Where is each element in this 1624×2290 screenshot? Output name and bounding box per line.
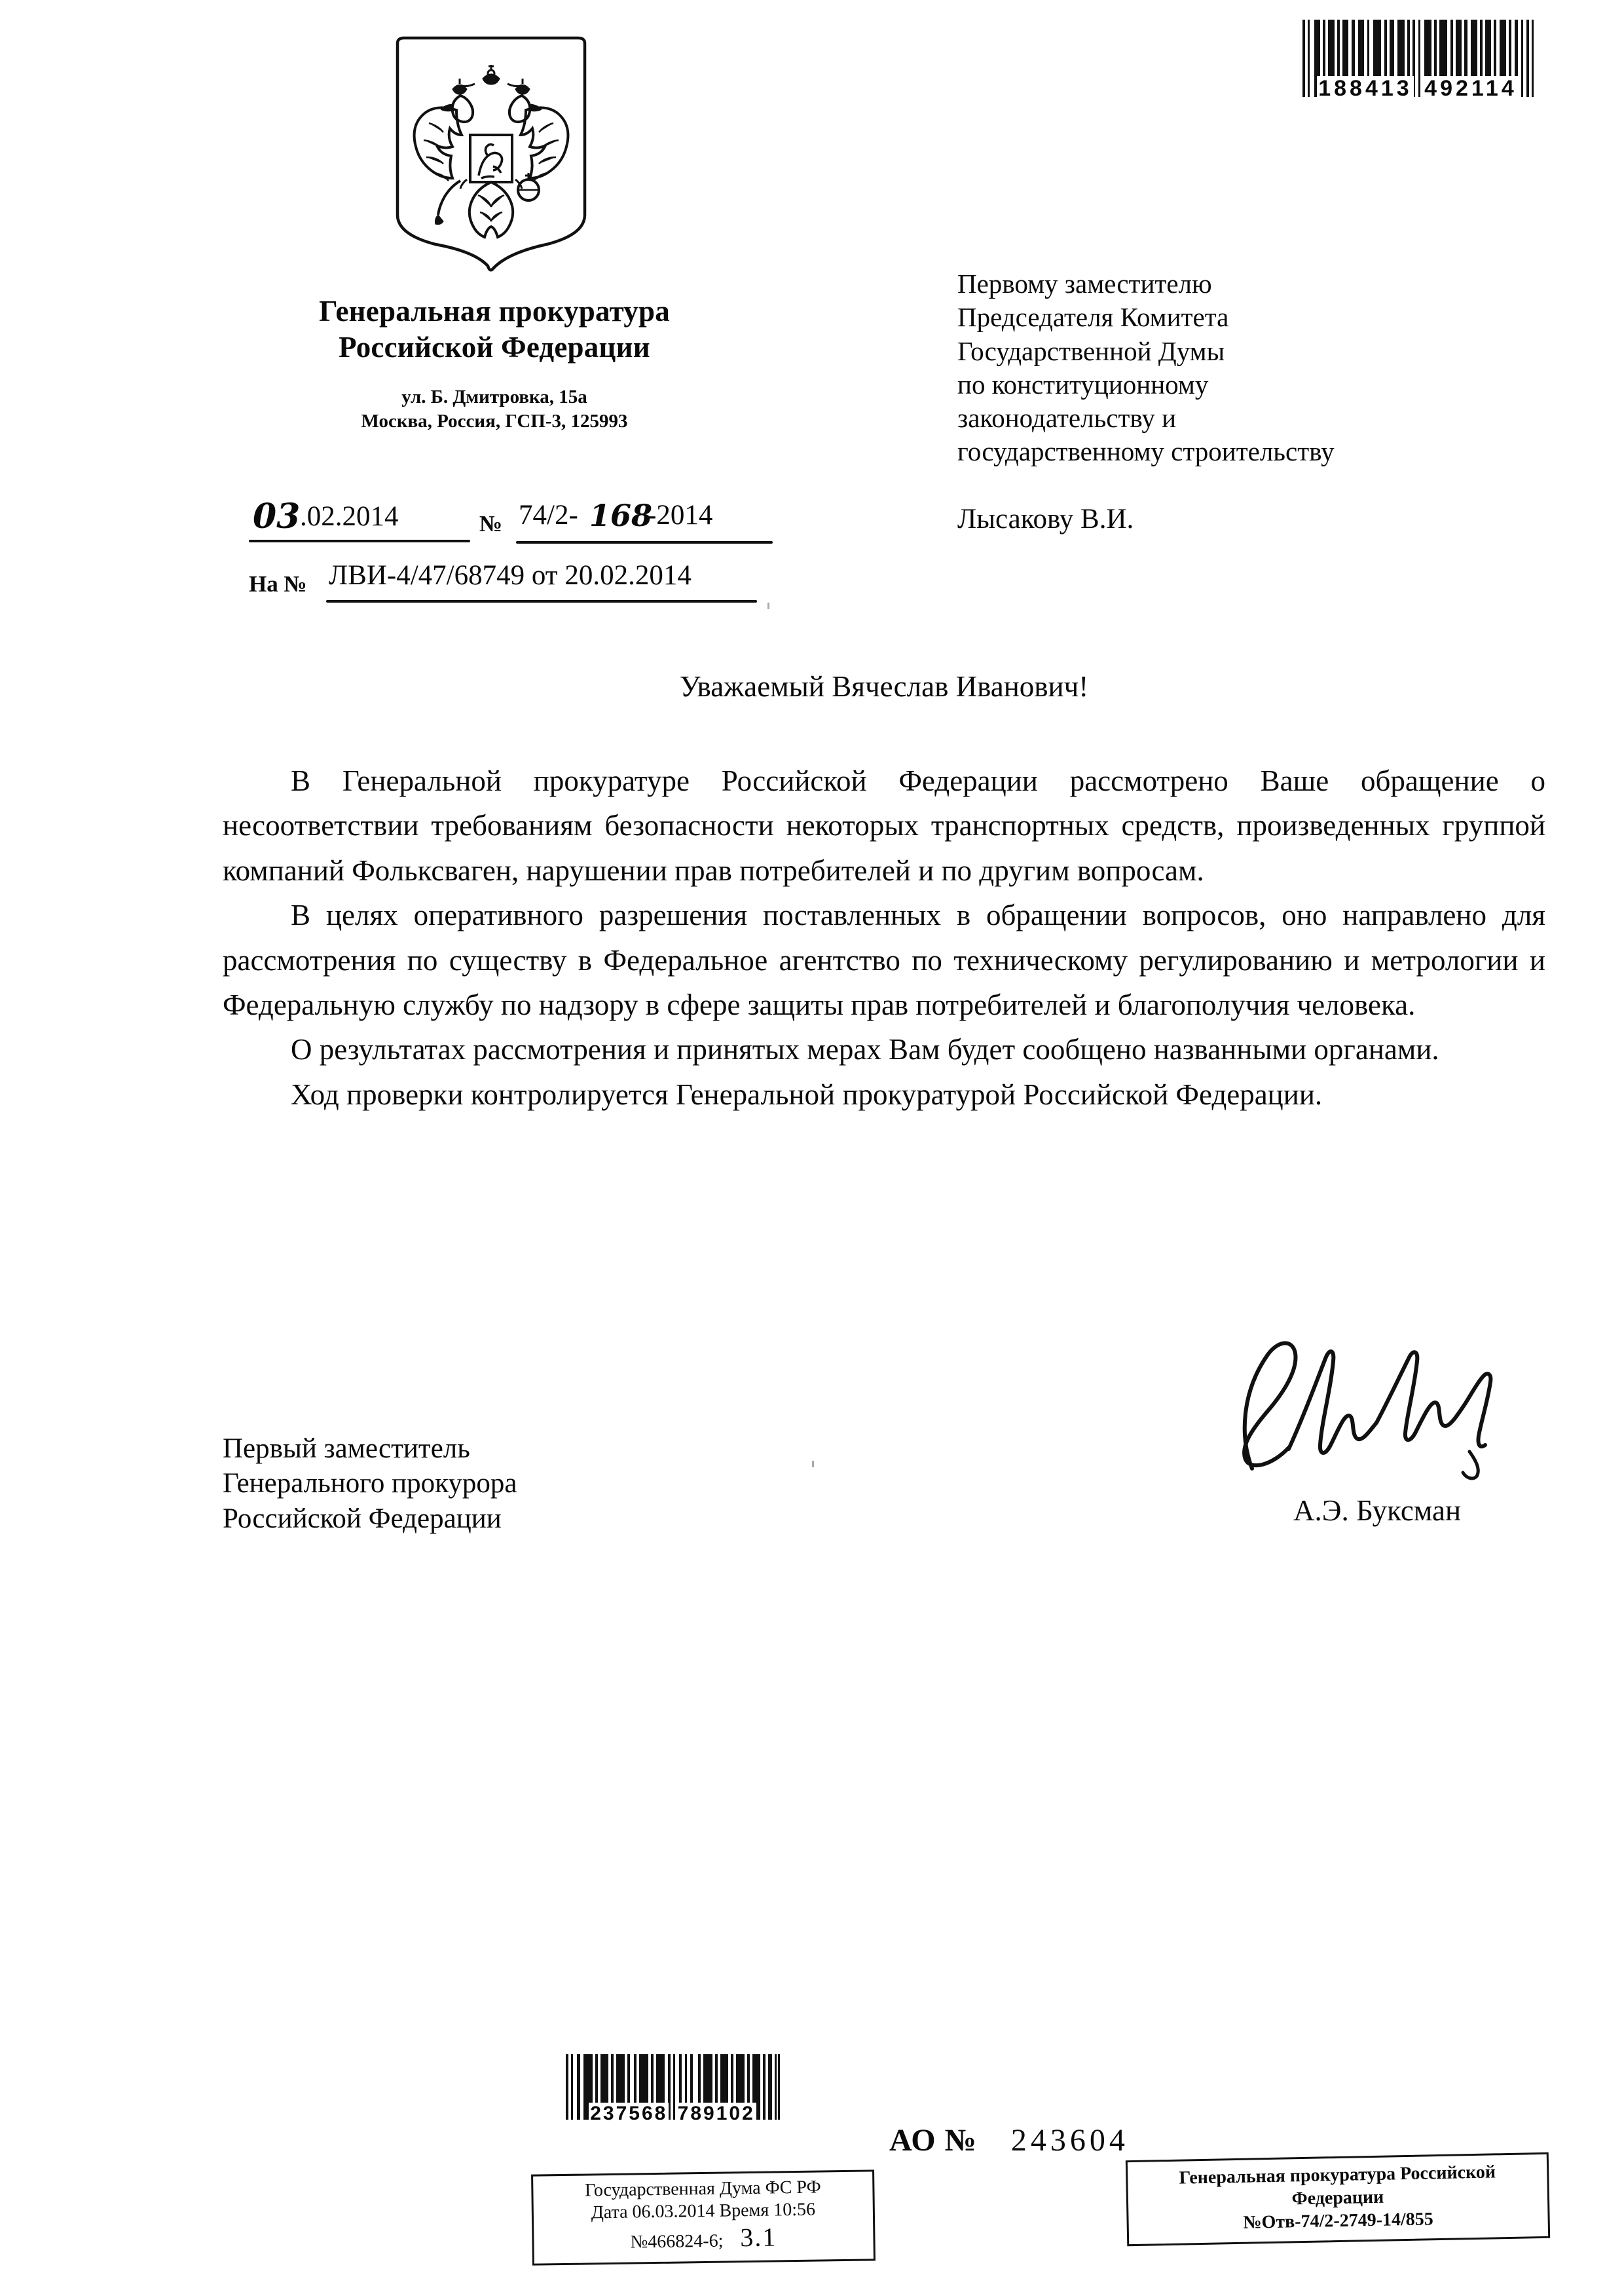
incoming-reference-value: ЛВИ-4/47/68749 от 20.02.2014 (329, 560, 692, 591)
greeting-line: Уважаемый Вячеслав Иванович! (679, 670, 1089, 703)
date-underline (249, 540, 470, 542)
handwritten-signature-icon (1205, 1330, 1519, 1487)
top-barcode (1300, 20, 1536, 124)
genproc-stamp-line2: Федерации (1291, 2187, 1384, 2209)
letterhead (223, 293, 766, 434)
signatory-title-line1: Первый заместитель (223, 1433, 470, 1464)
bottom-barcode-digits-right: 789102 (677, 2103, 755, 2124)
addressee-line-6: государственному строительству (957, 436, 1335, 467)
body-paragraph-4: Ход проверки контролируется Генеральной прокуратурой Российской Федерации. (291, 1078, 1323, 1111)
addressee-name: Лысакову В.И. (957, 504, 1134, 535)
genproc-response-stamp (1126, 2152, 1550, 2246)
addressee-line-5: законодательству и (957, 403, 1177, 433)
ao-value: 243604 (1010, 2123, 1129, 2158)
organization-name-line2: Российской Федерации (339, 330, 650, 364)
letter-body (223, 759, 1545, 1117)
outgoing-number-prefix: 74/2- (519, 500, 578, 531)
bottom-barcode-digits-left: 237568 (590, 2103, 668, 2124)
body-paragraph-2: В целях оперативного разрешения поставленных в обращении вопросов, оно направлено для рассмотрения по существу в Федеральное агентство по техническому регулированию и метрологии и Федеральную службу по надзору в сфере защиты прав потребителей и благополучия человека. (223, 899, 1545, 1021)
bottom-barcode-digits (564, 2103, 781, 2125)
ao-number-block (889, 2122, 1129, 2158)
addressee-block (957, 267, 1547, 469)
coat-of-arms-icon (383, 18, 599, 274)
signatory-title-line3: Российской Федерации (223, 1503, 502, 1534)
duma-stamp-line3 (540, 2221, 867, 2257)
organization-name-line1: Генеральная прокуратура (319, 295, 670, 328)
body-paragraph-1: В Генеральной прокуратуре Российской Федерации рассмотрено Ваше обращение о несоответствии требованиям безопасности некоторых транспортных средств, произведенных группой компаний Фольксваген, нарушении прав потребителей и по другим вопросам. (223, 764, 1545, 887)
ao-label: АО № (889, 2123, 977, 2158)
duma-stamp-line2: Дата 06.03.2014 Время 10:56 (591, 2199, 816, 2223)
addressee-line-3: Государственной Думы (957, 335, 1225, 366)
incoming-reference-row (249, 559, 812, 613)
signatory-name: А.Э. Буксман (1293, 1494, 1462, 1527)
outgoing-reference-row (249, 498, 812, 552)
outgoing-date-day-handwritten: 03 (253, 497, 301, 536)
top-barcode-digits (1300, 76, 1536, 102)
addressee-line-4: по конституционному (957, 369, 1209, 400)
signatory-title-line2: Генерального прокурора (223, 1468, 517, 1499)
address-city: Москва, Россия, ГСП-3, 125993 (361, 411, 628, 432)
organization-name (223, 293, 766, 366)
signatory-title (223, 1431, 517, 1536)
bottom-barcode (564, 2054, 781, 2146)
number-underline (516, 541, 773, 544)
coat-of-arms-emblem (383, 18, 599, 274)
outgoing-date-rest: .02.2014 (300, 501, 399, 532)
outgoing-number-suffix: -2014 (647, 500, 713, 531)
signature-stroke (1205, 1330, 1519, 1487)
organization-address (223, 385, 766, 434)
document-reference-block (249, 498, 812, 613)
top-barcode-digits-right: 492114 (1424, 76, 1517, 101)
scan-speck (812, 1461, 814, 1467)
incoming-underline (326, 600, 757, 603)
scan-speck (767, 603, 769, 609)
genproc-stamp-line3: №Отв-74/2-2749-14/855 (1243, 2209, 1434, 2233)
duma-stamp-line1: Государственная Дума ФС РФ (584, 2177, 821, 2201)
genproc-stamp-line1: Генеральная прокуратура Российской (1179, 2162, 1496, 2188)
duma-stamp-code: 3.1 (740, 2222, 777, 2253)
addressee-line-2: Председателя Комитета (957, 302, 1229, 333)
outgoing-number-handwritten: 168 (589, 498, 653, 533)
duma-registration-stamp (531, 2169, 876, 2265)
duma-stamp-document-number: №466824-6; (630, 2230, 724, 2253)
body-paragraph-3: О результатах рассмотрения и принятых мерах Вам будет сообщено названными органами. (291, 1033, 1439, 1066)
top-barcode-digits-left: 188413 (1318, 76, 1412, 101)
number-sign-label: № (479, 511, 503, 536)
incoming-reference-label: На № (249, 571, 307, 597)
addressee-line-1: Первому заместителю (957, 269, 1212, 299)
address-street: ул. Б. Дмитровка, 15а (401, 386, 587, 407)
